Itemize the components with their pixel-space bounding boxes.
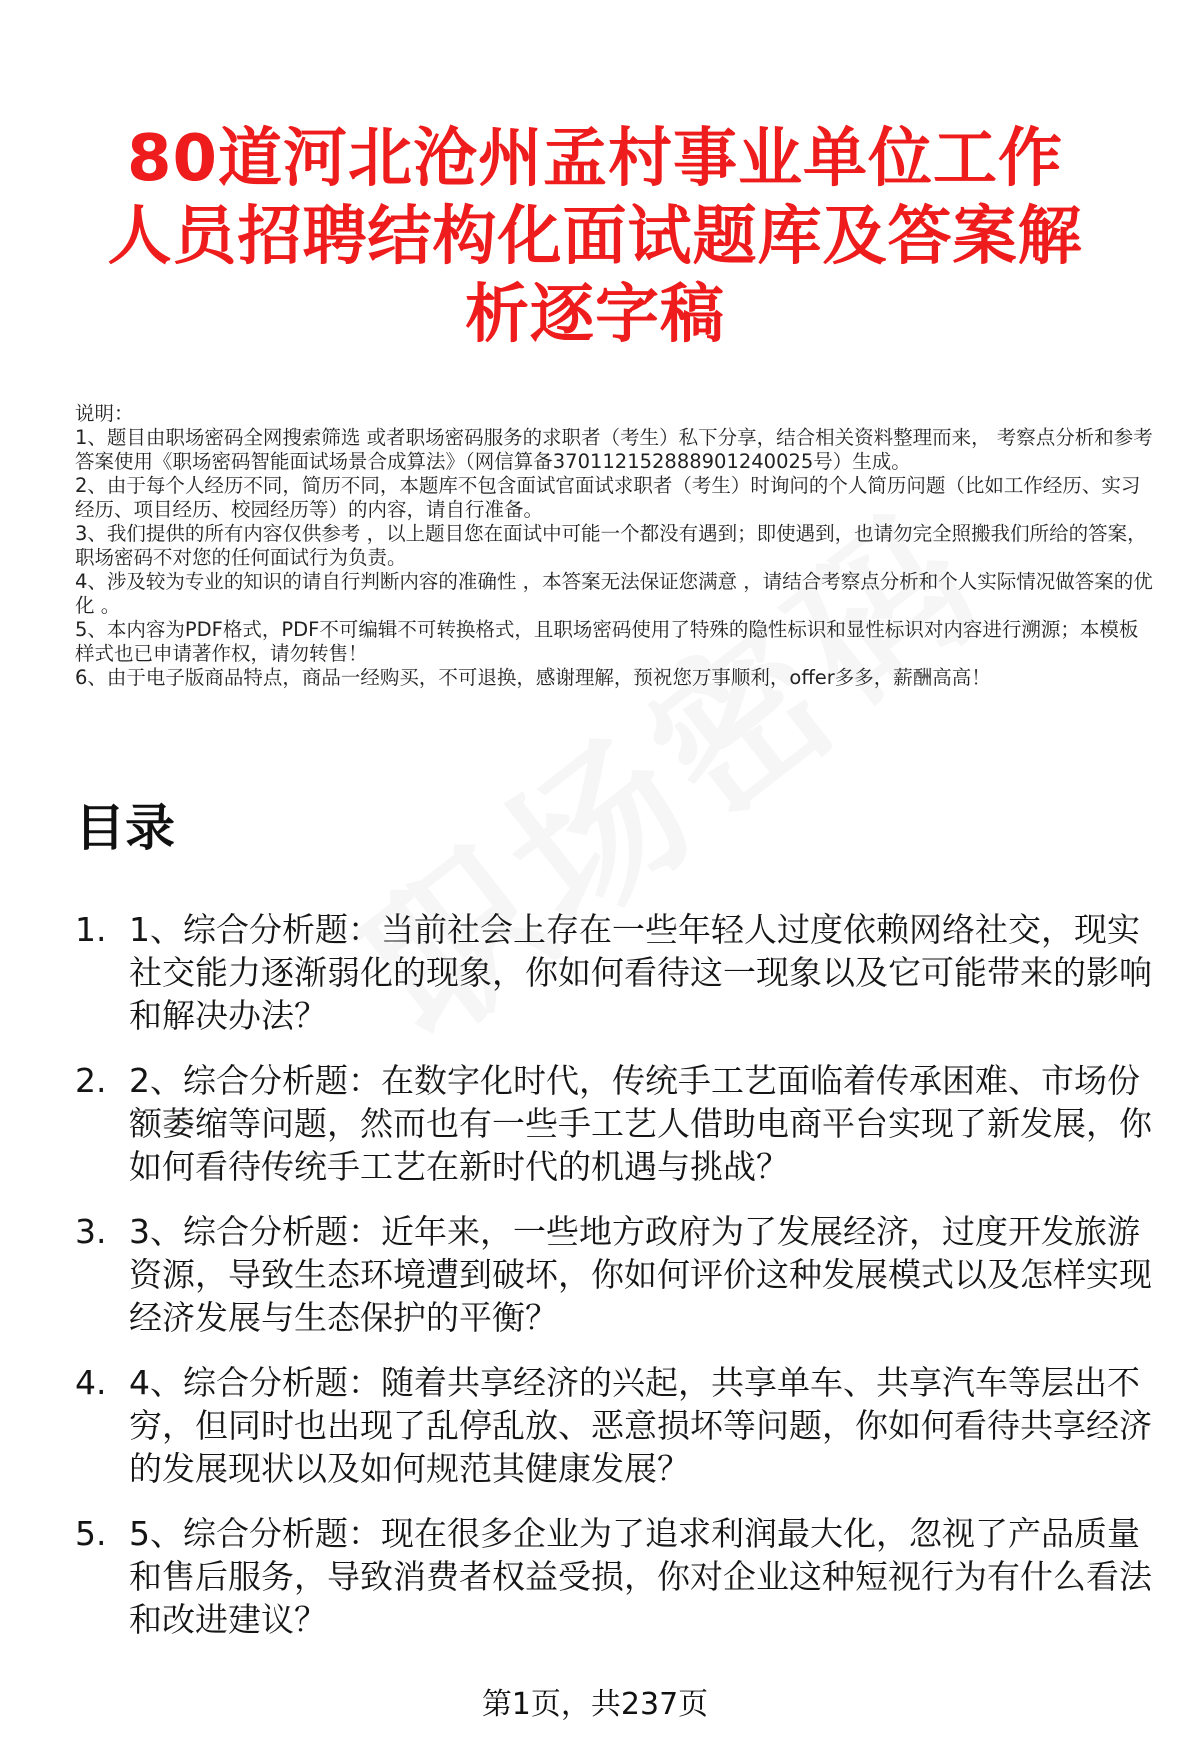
toc-item-number: 3. xyxy=(75,1212,107,1251)
toc-item-number: 4. xyxy=(75,1363,107,1402)
toc-item-text: 1、综合分析题：当前社会上存在一些年轻人过度依赖网络社交，现实社交能力逐渐弱化的现象，你如何看待这一现象以及它可能带来的影响和解决办法？ xyxy=(129,910,1152,1035)
instruction-item: 4、涉及较为专业的知识的请自行判断内容的准确性 ，本答案无法保证您满意 ，请结合考察点分析和个人实际情况做答案的优化 。 xyxy=(75,570,1153,617)
toc-item[interactable] xyxy=(75,1512,1165,1641)
instructions-heading: 说明： xyxy=(75,402,134,425)
page-number: 第1页，共237页 xyxy=(481,1687,709,1722)
toc-item-text: 2、综合分析题：在数字化时代，传统手工艺面临着传承困难、市场份额萎缩等问题，然而也有一些手工艺人借助电商平台实现了新发展，你如何看待传统手工艺在新时代的机遇与挑战？ xyxy=(129,1061,1152,1186)
toc-heading: 目录 xyxy=(75,799,175,857)
document-title: 80道河北沧州孟村事业单位工作人员招聘结构化面试题库及答案解析逐字稿 xyxy=(107,122,1083,352)
toc-item-number: 1. xyxy=(75,910,107,949)
toc-item-text: 5、综合分析题：现在很多企业为了追求利润最大化，忽视了产品质量和售后服务，导致消费者权益受损，你对企业这种短视行为有什么看法和改进建议？ xyxy=(129,1514,1152,1639)
toc-item-number: 5. xyxy=(75,1514,107,1553)
instruction-item: 5、本内容为PDF格式，PDF不可编辑不可转换格式，且职场密码使用了特殊的隐性标识和显性标识对内容进行溯源；本模板样式也已申请著作权，请勿转售！ xyxy=(75,618,1139,665)
toc-item-text: 3、综合分析题：近年来，一些地方政府为了发展经济，过度开发旅游资源，导致生态环境遭到破坏，你如何评价这种发展模式以及怎样实现经济发展与生态保护的平衡？ xyxy=(129,1212,1152,1337)
instruction-item: 2、由于每个人经历不同，简历不同，本题库不包含面试官面试求职者（考生）时询问的个人简历问题（比如工作经历、实习经历、项目经历、校园经历等）的内容，请自行准备。 xyxy=(75,474,1141,521)
toc-item[interactable] xyxy=(75,1210,1165,1339)
toc-item-text: 4、综合分析题：随着共享经济的兴起，共享单车、共享汽车等层出不穷，但同时也出现了乱停乱放、恶意损坏等问题，你如何看待共享经济的发展现状以及如何规范其健康发展？ xyxy=(129,1363,1152,1488)
toc-item[interactable] xyxy=(75,1059,1165,1188)
toc-item[interactable] xyxy=(75,908,1165,1037)
toc-list xyxy=(75,908,1165,1663)
instruction-item: 6、由于电子版商品特点，商品一经购买，不可退换，感谢理解，预祝您万事顺利，offer多多，薪酬高高！ xyxy=(75,666,991,689)
instructions-block xyxy=(75,402,1155,690)
instruction-item: 1、题目由职场密码全网搜索筛选 或者职场密码服务的求职者（考生）私下分享，结合相关资料整理而来， 考察点分析和参考答案使用《职场密码智能面试场景合成算法》（网信算备370112152888901240025号）生成。 xyxy=(75,426,1153,473)
toc-item[interactable] xyxy=(75,1361,1165,1490)
toc-item-number: 2. xyxy=(75,1061,107,1100)
instruction-item: 3、我们提供的所有内容仅供参考 ，以上题目您在面试中可能一个都没有遇到；即使遇到，也请勿完全照搬我们所给的答案，职场密码不对您的任何面试行为负责。 xyxy=(75,522,1147,569)
